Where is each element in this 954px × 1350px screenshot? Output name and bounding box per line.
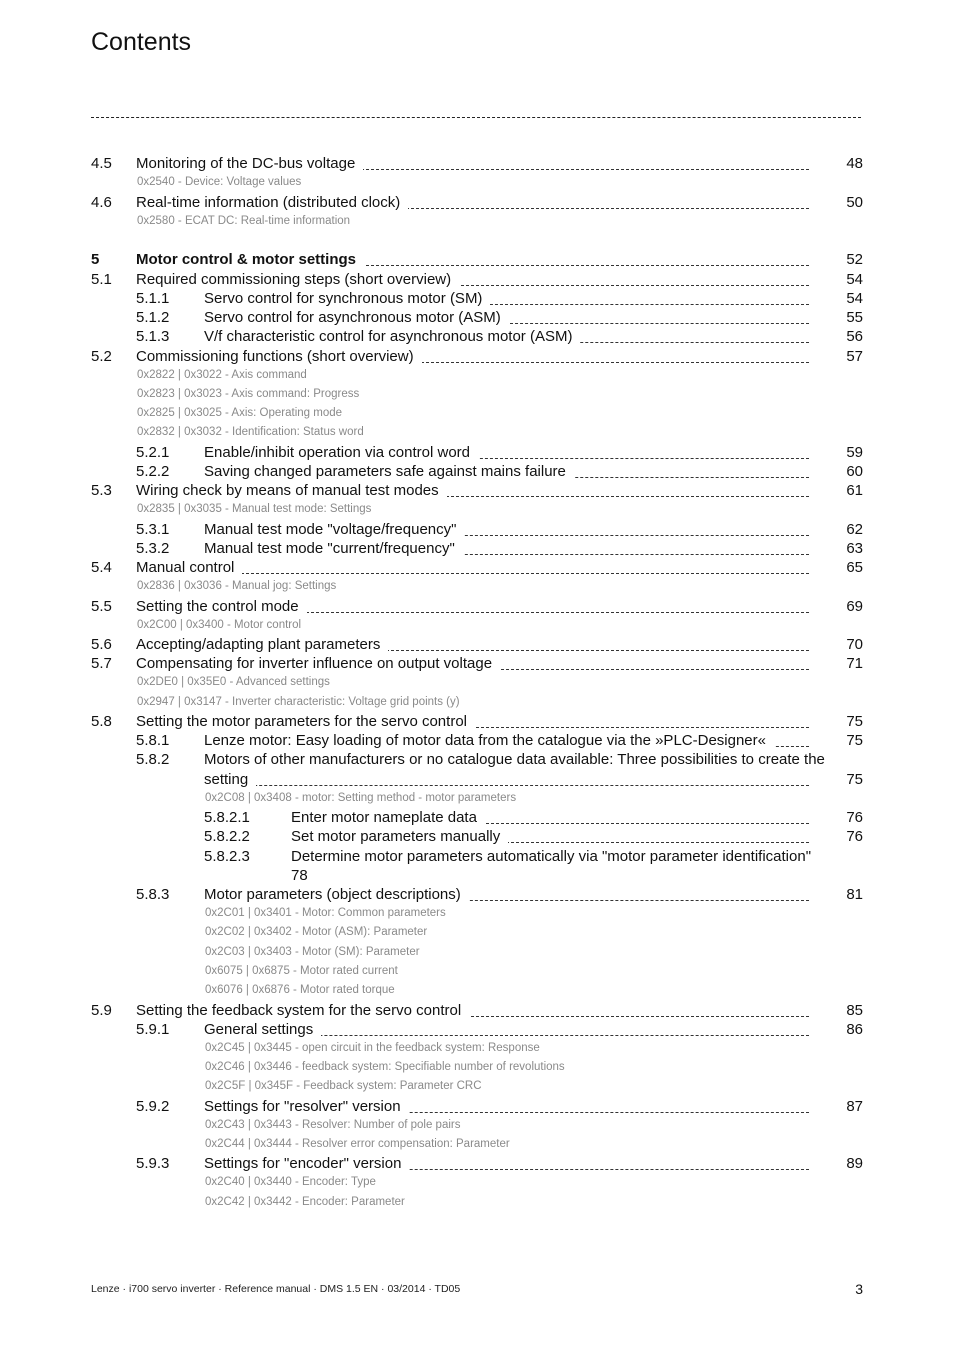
toc-object-reference[interactable]: 0x2C03 | 0x3403 - Motor (SM): Parameter [205, 946, 420, 958]
toc-entry[interactable] [0, 1097, 954, 1117]
toc-entry[interactable] [0, 462, 954, 482]
toc-object-reference[interactable]: 0x6076 | 0x6876 - Motor rated torque [205, 984, 395, 996]
toc-entry-title: Commissioning functions (short overview) [136, 347, 422, 367]
toc-entry-page: 86 [846, 1021, 863, 1038]
toc-entry[interactable] [0, 827, 954, 847]
toc-entry-number: 5.8.2.1 [204, 809, 250, 826]
toc-entry-page: 69 [846, 598, 863, 615]
toc-entry-number: 5.1.2 [136, 309, 170, 326]
toc-object-reference[interactable]: 0x2580 - ECAT DC: Real-time information [137, 215, 351, 227]
toc-entry[interactable] [0, 270, 954, 290]
toc-entry-number: 5.8.2.3 [204, 848, 250, 865]
toc-object-reference[interactable]: 0x2832 | 0x3032 - Identification: Status word [137, 426, 364, 438]
toc-entry-number: 5.1 [91, 271, 112, 288]
toc-entry-page: 59 [846, 444, 863, 461]
toc-entry-number: 5.8.3 [136, 886, 170, 903]
toc-entry-title: Manual control [136, 558, 242, 578]
toc-entry-title: Servo control for asynchronous motor (ASM) [204, 308, 509, 328]
toc-entry-title: Manual test mode "voltage/frequency" [204, 520, 464, 540]
toc-entry[interactable] [0, 193, 954, 213]
toc-entry-title: Wiring check by means of manual test modes [136, 481, 447, 501]
toc-entry-number: 5.8.1 [136, 732, 170, 749]
toc-entry-title: V/f characteristic control for asynchronous motor (ASM) [204, 327, 580, 347]
toc-entry[interactable] [0, 1020, 954, 1040]
toc-entry[interactable] [0, 347, 954, 367]
toc-entry-page: 76 [846, 809, 863, 826]
toc-entry-number: 5.8.2.2 [204, 828, 250, 845]
toc-object-reference[interactable]: 0x2823 | 0x3023 - Axis command: Progress [137, 388, 360, 400]
toc-entry[interactable] [0, 308, 954, 328]
toc-entry-page: 87 [846, 1098, 863, 1115]
toc-entry-number: 5 [91, 251, 100, 268]
toc-entry-number: 5.4 [91, 559, 112, 576]
toc-entry-page: 55 [846, 309, 863, 326]
toc-entry-page: 63 [846, 540, 863, 557]
toc-entry-page: 52 [846, 251, 863, 268]
toc-entry-page: 61 [846, 482, 863, 499]
toc-entry[interactable] [0, 731, 954, 751]
toc-entry-page: 56 [846, 328, 863, 345]
toc-object-reference[interactable]: 0x2C5F | 0x345F - Feedback system: Parameter CRC [205, 1080, 482, 1092]
toc-entry-title: Motor control & motor settings [136, 250, 364, 270]
toc-entry[interactable] [0, 597, 954, 617]
footer-text: Lenze · i700 servo inverter · Reference manual · DMS 1.5 EN · 03/2014 · TD05 [91, 1283, 461, 1295]
toc-entry-title-continued: setting [204, 770, 256, 790]
toc-entry-page: 89 [846, 1155, 863, 1172]
toc-object-reference[interactable]: 0x2C46 | 0x3446 - feedback system: Specifiable number of revolutions [205, 1061, 565, 1073]
toc-entry-number: 4.5 [91, 155, 112, 172]
toc-entry-title: Real-time information (distributed clock) [136, 193, 408, 213]
toc-entry-page: 75 [846, 732, 863, 749]
toc-entry-page: 54 [846, 271, 863, 288]
toc-entry-number: 5.9 [91, 1002, 112, 1019]
toc-entry-number: 5.3.1 [136, 521, 170, 538]
toc-entry-title: Saving changed parameters safe against mains failure [204, 462, 574, 482]
toc-object-reference[interactable]: 0x2C00 | 0x3400 - Motor control [137, 619, 302, 631]
toc-entry-title: Monitoring of the DC-bus voltage [136, 154, 363, 174]
toc-object-reference[interactable]: 0x2DE0 | 0x35E0 - Advanced settings [137, 676, 330, 688]
toc-object-reference[interactable]: 0x2822 | 0x3022 - Axis command [137, 369, 307, 381]
toc-entry-number: 5.2.1 [136, 444, 170, 461]
toc-entry-number: 5.2.2 [136, 463, 170, 480]
toc-entry-title: General settings [204, 1020, 321, 1040]
toc-entry[interactable] [0, 712, 954, 732]
toc-entry[interactable] [0, 1001, 954, 1021]
toc-entry-title: Accepting/adapting plant parameters [136, 635, 388, 655]
toc-object-reference[interactable]: 0x2C02 | 0x3402 - Motor (ASM): Parameter [205, 926, 428, 938]
toc-entry[interactable] [0, 539, 954, 559]
toc-entry-title-continued: 78 [291, 866, 316, 886]
dotted-leader [204, 785, 809, 786]
toc-object-reference[interactable]: 0x2540 - Device: Voltage values [137, 176, 302, 188]
toc-entry-page: 54 [846, 290, 863, 307]
page-title: Contents [91, 28, 192, 56]
toc-object-reference[interactable]: 0x6075 | 0x6875 - Motor rated current [205, 965, 398, 977]
toc-entry-page: 75 [846, 713, 863, 730]
toc-entry-number: 5.3 [91, 482, 112, 499]
toc-entry-number: 4.6 [91, 194, 112, 211]
toc-entry-page: 65 [846, 559, 863, 576]
toc-entry-number: 5.5 [91, 598, 112, 615]
toc-entry-title: Determine motor parameters automatically via "motor parameter identification" [291, 847, 819, 867]
toc-object-reference[interactable]: 0x2C45 | 0x3445 - open circuit in the feedback system: Response [205, 1042, 540, 1054]
toc-entry-title: Servo control for synchronous motor (SM) [204, 289, 490, 309]
toc-entry-number: 5.7 [91, 655, 112, 672]
toc-entry-title: Set motor parameters manually [291, 827, 508, 847]
toc-entry-number: 5.2 [91, 348, 112, 365]
toc-entry-title: Motor parameters (object descriptions) [204, 885, 469, 905]
toc-entry-title: Required commissioning steps (short overview) [136, 270, 459, 290]
toc-entry-page: 81 [846, 886, 863, 903]
toc-entry-page: 71 [846, 655, 863, 672]
toc-entry[interactable] [0, 847, 954, 884]
toc-entry-page: 48 [846, 155, 863, 172]
toc-entry-page: 85 [846, 1002, 863, 1019]
toc-entry[interactable] [0, 520, 954, 540]
toc-entry-title: Enable/inhibit operation via control word [204, 443, 478, 463]
toc-entry[interactable] [0, 289, 954, 309]
toc-entry-title: Setting the feedback system for the servo control [136, 1001, 469, 1021]
toc-entry-number: 5.1.1 [136, 290, 170, 307]
toc-entry-page: 76 [846, 828, 863, 845]
header-divider [91, 117, 861, 118]
toc-entry-title: Lenze motor: Easy loading of motor data from the catalogue via the »PLC-Designer« [204, 731, 774, 751]
toc-entry-number: 5.9.1 [136, 1021, 170, 1038]
toc-entry[interactable] [0, 443, 954, 463]
toc-entry[interactable] [0, 154, 954, 174]
toc-object-reference[interactable]: 0x2C42 | 0x3442 - Encoder: Parameter [205, 1196, 405, 1208]
toc-entry-page: 50 [846, 194, 863, 211]
toc-entry-page: 62 [846, 521, 863, 538]
toc-entry[interactable] [0, 481, 954, 501]
toc-entry-number: 5.8.2 [136, 751, 170, 768]
toc-entry[interactable] [0, 635, 954, 655]
toc-entry-title: Compensating for inverter influence on output voltage [136, 654, 500, 674]
toc-entry-number: 5.8 [91, 713, 112, 730]
toc-entry-page: 75 [846, 771, 863, 788]
toc-entry[interactable] [0, 885, 954, 905]
toc-entry-page: 70 [846, 636, 863, 653]
toc-object-reference[interactable]: 0x2C44 | 0x3444 - Resolver error compensation: Parameter [205, 1138, 510, 1150]
toc-entry[interactable] [0, 327, 954, 347]
toc-entry-number: 5.6 [91, 636, 112, 653]
toc-object-reference[interactable]: 0x2836 | 0x3036 - Manual jog: Settings [137, 580, 337, 592]
toc-entry-title: Motors of other manufacturers or no catalogue data available: Three possibilities to create the [204, 750, 833, 770]
toc-entry[interactable] [0, 1154, 954, 1174]
toc-entry-number: 5.9.3 [136, 1155, 170, 1172]
toc-entry-title: Settings for "encoder" version [204, 1154, 409, 1174]
toc-object-reference[interactable]: 0x2947 | 0x3147 - Inverter characteristic: Voltage grid points (y) [137, 696, 460, 708]
toc-object-reference[interactable]: 0x2C43 | 0x3443 - Resolver: Number of pole pairs [205, 1119, 461, 1131]
toc-entry-title: Settings for "resolver" version [204, 1097, 409, 1117]
toc-entry-title: Enter motor nameplate data [291, 808, 485, 828]
toc-object-reference[interactable]: 0x2825 | 0x3025 - Axis: Operating mode [137, 407, 343, 419]
toc-object-reference[interactable]: 0x2835 | 0x3035 - Manual test mode: Settings [137, 503, 372, 515]
toc-entry[interactable] [0, 654, 954, 674]
toc-entry-number: 5.9.2 [136, 1098, 170, 1115]
toc-object-reference[interactable]: 0x2C40 | 0x3440 - Encoder: Type [205, 1176, 376, 1188]
toc-entry-number: 5.1.3 [136, 328, 170, 345]
toc-object-reference[interactable]: 0x2C01 | 0x3401 - Motor: Common parameters [205, 907, 446, 919]
toc-entry[interactable] [0, 808, 954, 828]
toc-entry-page: 60 [846, 463, 863, 480]
toc-entry-title: Setting the control mode [136, 597, 307, 617]
toc-entry[interactable] [0, 558, 954, 578]
toc-entry[interactable] [0, 250, 954, 270]
page-number: 3 [855, 1281, 863, 1297]
toc-entry-title: Setting the motor parameters for the servo control [136, 712, 475, 732]
toc-entry-title: Manual test mode "current/frequency" [204, 539, 463, 559]
toc-entry[interactable] [0, 750, 954, 788]
toc-object-reference[interactable]: 0x2C08 | 0x3408 - motor: Setting method - motor parameters [205, 792, 517, 804]
toc-entry-number: 5.3.2 [136, 540, 170, 557]
toc-entry-page: 57 [846, 348, 863, 365]
